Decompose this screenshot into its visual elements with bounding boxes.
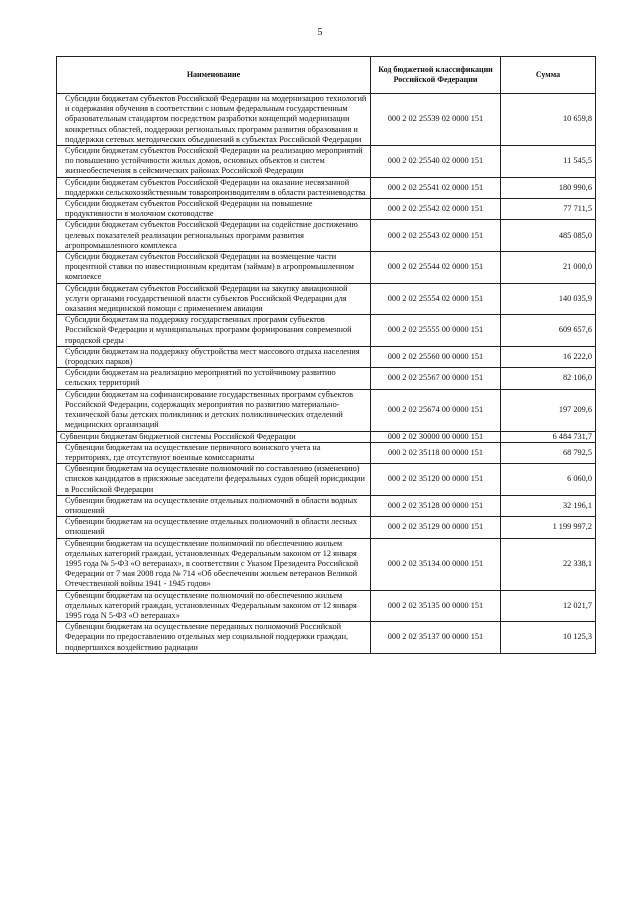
- row-sum: 68 792,5: [501, 442, 596, 463]
- row-code: 000 2 02 25542 02 0000 151: [371, 199, 501, 220]
- table-row: [57, 346, 596, 367]
- header-name: Наименование: [57, 57, 371, 94]
- row-name: Субсидии бюджетам на поддержку государственных программ субъектов Российской Федерации и муниципальных программ формирования современной городской среды: [57, 315, 371, 347]
- table-row: [57, 94, 596, 146]
- row-sum: 10 659,8: [501, 94, 596, 146]
- table-row: [57, 431, 596, 442]
- row-name: Субвенции бюджетам на осуществление первичного воинского учета на территориях, где отсутствуют военные комиссариаты: [57, 442, 371, 463]
- row-name: Субвенции бюджетам на осуществление отдельных полномочий в области лесных отношений: [57, 517, 371, 538]
- row-sum: 77 711,5: [501, 199, 596, 220]
- table-row: [57, 389, 596, 431]
- table-header-row: [57, 57, 596, 94]
- row-sum: 21 000,0: [501, 252, 596, 284]
- table-row: [57, 517, 596, 538]
- table-row: [57, 283, 596, 315]
- row-name: Субсидии бюджетам субъектов Российской Федерации на оказание несвязанной поддержки сельскохозяйственным товаропроизводителям в области растениеводства: [57, 177, 371, 198]
- row-code: 000 2 02 35134 00 0000 151: [371, 538, 501, 590]
- row-sum: 1 199 997,2: [501, 517, 596, 538]
- row-name: Субсидии бюджетам субъектов Российской Федерации на возмещение части процентной ставки по инвестиционным кредитам (займам) в агропромышленном комплексе: [57, 252, 371, 284]
- table-row: [57, 220, 596, 252]
- budget-table: [56, 56, 596, 654]
- row-code: 000 2 02 25541 02 0000 151: [371, 177, 501, 198]
- row-name: Субсидии бюджетам субъектов Российской Федерации на закупку авиационной услуги органами государственной власти субъектов Российской Федерации для оказания медицинской помощи с применением авиации: [57, 283, 371, 315]
- row-code: 000 2 02 25543 02 0000 151: [371, 220, 501, 252]
- table-row: [57, 315, 596, 347]
- row-sum: 140 035,9: [501, 283, 596, 315]
- row-name: Субсидии бюджетам субъектов Российской Федерации на повышение продуктивности в молочном скотоводстве: [57, 199, 371, 220]
- table-row: [57, 252, 596, 284]
- row-sum: 16 222,0: [501, 346, 596, 367]
- row-code: 000 2 02 35137 00 0000 151: [371, 622, 501, 654]
- row-name: Субвенции бюджетам бюджетной системы Российской Федерации: [57, 431, 371, 442]
- row-name: Субсидии бюджетам на реализацию мероприятий по устойчивому развитию сельских территорий: [57, 368, 371, 389]
- table-row: [57, 464, 596, 496]
- row-sum: 32 196,1: [501, 495, 596, 516]
- row-code: 000 2 02 35120 00 0000 151: [371, 464, 501, 496]
- row-code: 000 2 02 25539 02 0000 151: [371, 94, 501, 146]
- table-row: [57, 538, 596, 590]
- table-row: [57, 442, 596, 463]
- row-sum: 6 060,0: [501, 464, 596, 496]
- row-name: Субсидии бюджетам субъектов Российской Федерации на реализацию мероприятий по повышению устойчивости жилых домов, основных объектов и систем жизнеобеспечения в сейсмических районах Российской Федерации: [57, 146, 371, 178]
- table-row: [57, 368, 596, 389]
- row-name: Субвенции бюджетам на осуществление переданных полномочий Российской Федерации по предоставлению отдельных мер социальной поддержки граждан, подвергшихся воздействию радиации: [57, 622, 371, 654]
- row-code: 000 2 02 25567 00 0000 151: [371, 368, 501, 389]
- row-sum: 82 106,0: [501, 368, 596, 389]
- row-sum: 180 990,6: [501, 177, 596, 198]
- row-code: 000 2 02 35128 00 0000 151: [371, 495, 501, 516]
- row-code: 000 2 02 35129 00 0000 151: [371, 517, 501, 538]
- row-code: 000 2 02 35135 00 0000 151: [371, 590, 501, 622]
- row-name: Субсидии бюджетам на софинансирование государственных программ субъектов Российской Федерации, содержащих мероприятия по развитию материально-технической базы детских поликлиник и детских поликлинических отделений медицинских организаций: [57, 389, 371, 431]
- row-sum: 6 484 731,7: [501, 431, 596, 442]
- row-code: 000 2 02 30000 00 0000 151: [371, 431, 501, 442]
- row-code: 000 2 02 35118 00 0000 151: [371, 442, 501, 463]
- row-name: Субсидии бюджетам субъектов Российской Федерации на модернизацию технологий и содержания обучения в соответствии с новым федеральным государственным образовательным стандартом посредством разработки концепций модернизации конкретных областей, поддержки региональных программ развития образования и поддержки сетевых методических объединений в субъектах Российской Федерации: [57, 94, 371, 146]
- table-row: [57, 177, 596, 198]
- table-row: [57, 590, 596, 622]
- row-code: 000 2 02 25554 02 0000 151: [371, 283, 501, 315]
- row-code: 000 2 02 25555 00 0000 151: [371, 315, 501, 347]
- row-sum: 10 125,3: [501, 622, 596, 654]
- row-name: Субсидии бюджетам на поддержку обустройства мест массового отдыха населения (городских парков): [57, 346, 371, 367]
- row-code: 000 2 02 25560 00 0000 151: [371, 346, 501, 367]
- table-row: [57, 495, 596, 516]
- row-sum: 12 021,7: [501, 590, 596, 622]
- row-sum: 11 545,5: [501, 146, 596, 178]
- table-row: [57, 146, 596, 178]
- row-sum: 197 209,6: [501, 389, 596, 431]
- row-code: 000 2 02 25674 00 0000 151: [371, 389, 501, 431]
- row-name: Субвенции бюджетам на осуществление полномочий по обеспечению жильем отдельных категорий граждан, установленных Федеральным законом от 12 января 1995 года N 5-ФЗ «О ветеранах»: [57, 590, 371, 622]
- row-name: Субсидии бюджетам субъектов Российской Федерации на содействие достижению целевых показателей реализации региональных программ развития агропромышленного комплекса: [57, 220, 371, 252]
- page-number: 5: [317, 27, 323, 38]
- row-name: Субвенции бюджетам на осуществление отдельных полномочий в области водных отношений: [57, 495, 371, 516]
- header-code: Код бюджетной классификации Российской Федерации: [371, 57, 501, 94]
- table-row: [57, 622, 596, 654]
- row-code: 000 2 02 25540 02 0000 151: [371, 146, 501, 178]
- row-sum: 22 338,1: [501, 538, 596, 590]
- row-sum: 485 085,0: [501, 220, 596, 252]
- row-name: Субвенции бюджетам на осуществление полномочий по обеспечению жильем отдельных категорий граждан, установленных Федеральным законом от 12 января 1995 года № 5-ФЗ «О ветеранах», в соответствии с Указом Президента Российской Федерации от 7 мая 2008 года № 714 «Об обеспечении жильем ветеранов Великой Отечественной войны 1941 - 1945 годов»: [57, 538, 371, 590]
- table-row: [57, 199, 596, 220]
- row-name: Субвенции бюджетам на осуществление полномочий по составлению (изменению) списков кандидатов в присяжные заседатели федеральных судов общей юрисдикции в Российской Федерации: [57, 464, 371, 496]
- header-sum: Сумма: [501, 57, 596, 94]
- row-code: 000 2 02 25544 02 0000 151: [371, 252, 501, 284]
- row-sum: 609 657,6: [501, 315, 596, 347]
